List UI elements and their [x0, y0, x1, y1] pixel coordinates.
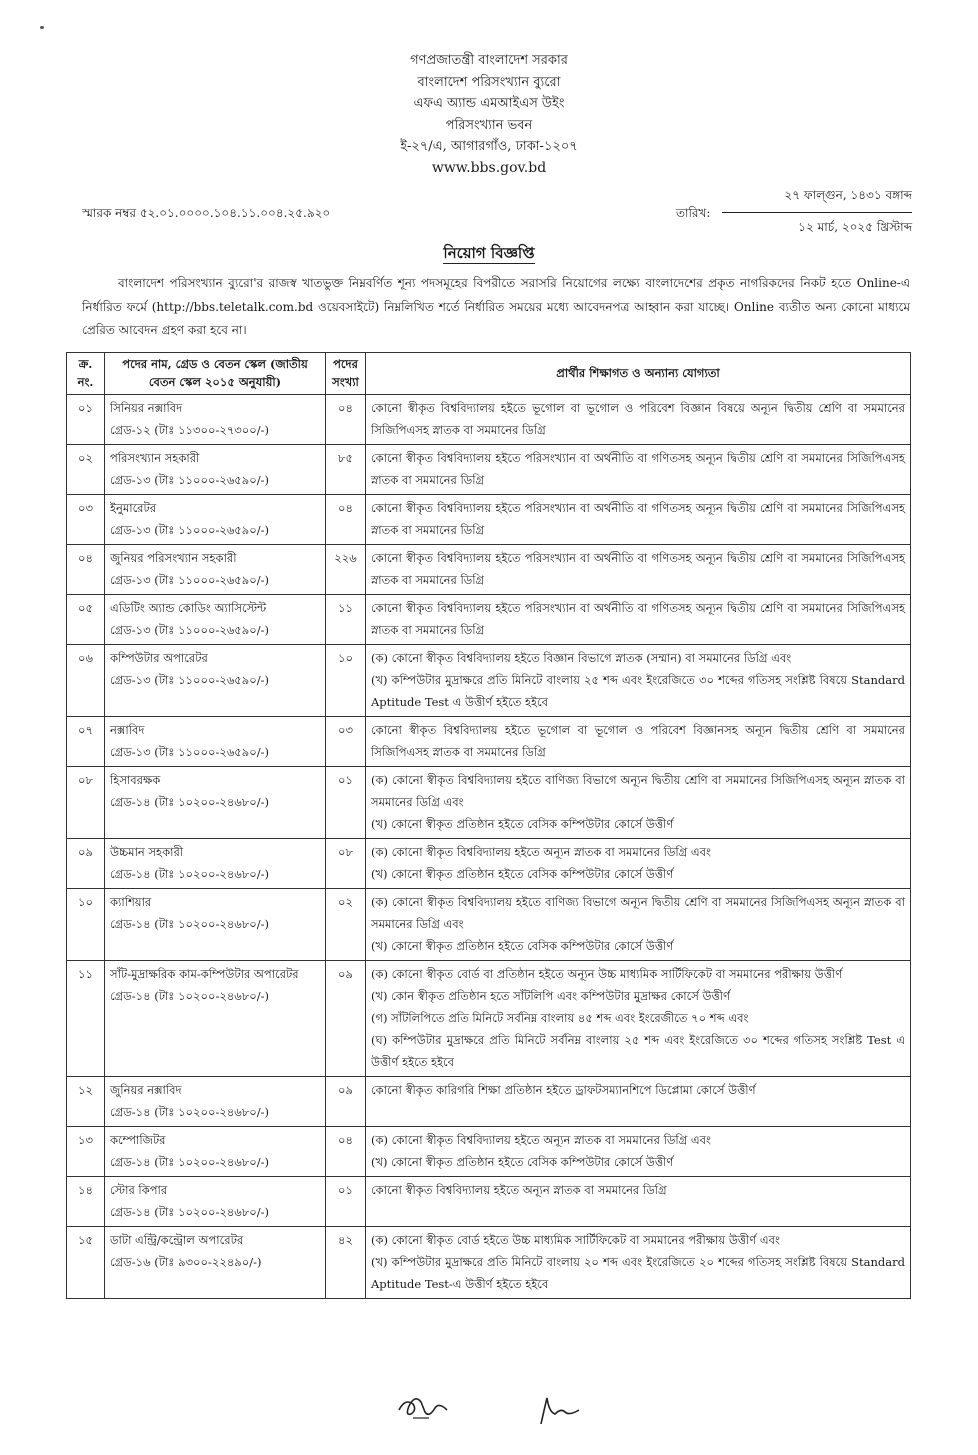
- row-serial: ১৪: [67, 1177, 105, 1227]
- qualification-item: (খ) কোনো স্বীকৃত প্রতিষ্ঠান হইতে বেসিক কম্পিউটার কোর্সে উত্তীর্ণ: [371, 939, 674, 953]
- table-row: [67, 1227, 911, 1299]
- row-count: ০৯: [326, 1077, 366, 1127]
- post-name: পরিসংখ্যান সহকারী: [110, 451, 200, 465]
- date-gregorian: ১২ মার্চ, ২০২৫ খ্রিস্টাব্দ: [798, 220, 912, 234]
- row-post: [105, 1177, 326, 1227]
- row-qualification: [366, 889, 911, 961]
- row-qualification: [366, 767, 911, 839]
- post-name: এডিটিং অ্যান্ড কোডিং অ্যাসিস্টেন্ট: [110, 601, 267, 615]
- row-qualification: [366, 1127, 911, 1177]
- row-count: ০২: [326, 889, 366, 961]
- table-row: [67, 717, 911, 767]
- table-row: [67, 889, 911, 961]
- row-qualification: [366, 1177, 911, 1227]
- row-post: [105, 595, 326, 645]
- post-grade: গ্রেড-১৪ (টাঃ ১০২০০-২৪৬৮০/-): [110, 1205, 269, 1219]
- row-qualification: [366, 961, 911, 1077]
- row-count: ২২৬: [326, 545, 366, 595]
- row-post: [105, 1127, 326, 1177]
- date-bangla: ২৭ ফাল্গুন, ১৪৩১ বঙ্গাব্দ: [722, 187, 912, 213]
- header-qualification: প্রার্থীর শিক্ষাগত ও অন্যান্য যোগ্যতা: [366, 353, 911, 395]
- row-count: ০১: [326, 767, 366, 839]
- qualification-item: কোনো স্বীকৃত বিশ্ববিদ্যালয় হইতে অন্যূন স্নাতক বা সমমানের ডিগ্রি: [371, 1183, 667, 1197]
- row-serial: ০৮: [67, 767, 105, 839]
- row-post: [105, 545, 326, 595]
- qualification-item: (খ) কম্পিউটার মুদ্রাক্ষরে প্রতি মিনিটে বাংলায় ২০ শব্দ এবং ইংরেজিতে ২০ শব্দের গতিসহ সংশ্লিষ্ট বিষয়ে Standard Aptitude Test-এ উত্তীর্ণ হইতে হইবে: [371, 1255, 905, 1291]
- row-qualification: [366, 717, 911, 767]
- table-row: [67, 1127, 911, 1177]
- row-count: ০৩: [326, 717, 366, 767]
- post-name: নক্সাবিদ: [110, 723, 145, 737]
- table-row: [67, 1177, 911, 1227]
- memo-number: স্মারক নম্বর ৫২.০১.০০০০.১০৪.১১.০০৪.২৫.৯২০: [82, 206, 331, 220]
- post-grade: গ্রেড-১৩ (টাঃ ১১০০০-২৬৫৯০/-): [110, 673, 269, 687]
- vacancy-table: [66, 352, 911, 1299]
- row-qualification: [366, 495, 911, 545]
- header-address: ই-২৭/এ, আগারগাঁও, ঢাকা-১২০৭: [400, 139, 578, 154]
- qualification-item: কোনো স্বীকৃত বিশ্ববিদ্যালয় হইতে ভূগোল বা ভূগোল ও পরিবেশ বিজ্ঞান বিষয়ে অন্যূন দ্বিতীয় শ্রেণি বা সমমানের সিজিপিএসহ স্নাতক বা সমমানের ডিগ্রি: [371, 401, 905, 437]
- post-name: হিসাবরক্ষক: [110, 773, 161, 787]
- row-count: ৪২: [326, 1227, 366, 1299]
- post-grade: গ্রেড-১৪ (টাঃ ১০২০০-২৪৬৮০/-): [110, 795, 269, 809]
- post-name: কম্পোজিটর: [110, 1133, 166, 1147]
- row-post: [105, 1227, 326, 1299]
- qualification-item: কোনো স্বীকৃত বিশ্ববিদ্যালয় হইতে পরিসংখ্যান বা অর্থনীতি বা গণিতসহ অন্যূন দ্বিতীয় শ্রেণি বা সমমানের সিজিপিএসহ স্নাতক বা সমমানের ডিগ্রি: [371, 601, 905, 637]
- row-post: [105, 839, 326, 889]
- post-name: ইনুমারেটর: [110, 501, 157, 515]
- post-grade: গ্রেড-১৪ (টাঃ ১০২০০-২৪৬৮০/-): [110, 989, 269, 1003]
- row-post: [105, 961, 326, 1077]
- post-name: জুনিয়র পরিসংখ্যান সহকারী: [110, 551, 237, 565]
- qualification-item: (খ) কোনো স্বীকৃত প্রতিষ্ঠান হইতে বেসিক কম্পিউটার কোর্সে উত্তীর্ণ: [371, 867, 674, 881]
- row-qualification: [366, 645, 911, 717]
- row-serial: ০২: [67, 445, 105, 495]
- header-bureau: বাংলাদেশ পরিসংখ্যান ব্যুরো: [417, 74, 561, 90]
- qualification-item: (ক) কোনো স্বীকৃত বিশ্ববিদ্যালয় হইতে বাণিজ্য বিভাগে অন্যূন দ্বিতীয় শ্রেণি বা সমমানের সিজিপিএসহ অন্যূন স্নাতক বা সমমানের ডিগ্রি এবং: [371, 773, 905, 809]
- row-count: ৮৫: [326, 445, 366, 495]
- post-grade: গ্রেড-১৩ (টাঃ ১১০০০-২৬৫৯০/-): [110, 523, 269, 537]
- table-body: [67, 395, 911, 1299]
- row-qualification: [366, 1077, 911, 1127]
- post-grade: গ্রেড-১৩ (টাঃ ১১০০০-২৬৫৯০/-): [110, 623, 269, 637]
- table-row: [67, 495, 911, 545]
- row-serial: ১১: [67, 961, 105, 1077]
- post-grade: গ্রেড-১৪ (টাঃ ১০২০০-২৪৬৮০/-): [110, 917, 269, 931]
- qualification-item: কোনো স্বীকৃত বিশ্ববিদ্যালয় হইতে পরিসংখ্যান বা অর্থনীতি বা গণিতসহ অন্যূন দ্বিতীয় শ্রেণি বা সমমানের সিজিপিএসহ স্নাতক বা সমমানের ডিগ্রি: [371, 451, 905, 487]
- row-count: ০৪: [326, 1127, 366, 1177]
- qualification-item: (ক) কোনো স্বীকৃত বিশ্ববিদ্যালয় হইতে বাণিজ্য বিভাগে অন্যূন দ্বিতীয় শ্রেণি বা সমমানের সিজিপিএসহ অন্যূন স্নাতক বা সমমানের ডিগ্রি এবং: [371, 895, 905, 931]
- row-serial: ০৩: [67, 495, 105, 545]
- post-name: সিনিয়র নক্সাবিদ: [110, 401, 183, 415]
- row-serial: ০৫: [67, 595, 105, 645]
- header-serial: ক্র. নং.: [67, 353, 105, 395]
- qualification-item: (খ) কোনো স্বীকৃত প্রতিষ্ঠান হইতে বেসিক কম্পিউটার কোর্সে উত্তীর্ণ: [371, 1155, 674, 1169]
- qualification-item: (ক) কোনো স্বীকৃত বোর্ড বা প্রতিষ্ঠান হইতে অন্যূন উচ্চ মাধ্যমিক সার্টিফিকেট বা সমমানের পরীক্ষায় উত্তীর্ণ: [371, 967, 843, 981]
- post-name: ক্যাশিয়ার: [110, 895, 152, 909]
- post-grade: গ্রেড-১৪ (টাঃ ১০২০০-২৪৬৮০/-): [110, 1105, 269, 1119]
- table-header-row: [67, 353, 911, 395]
- notice-title: [0, 242, 978, 267]
- qualification-item: (খ) কোন স্বীকৃত প্রতিষ্ঠান হতে সাঁটলিপি এবং কম্পিউটার মুদ্রাক্ষর কোর্সে উত্তীর্ণ: [371, 989, 730, 1003]
- row-count: ০৪: [326, 495, 366, 545]
- table-row: [67, 1077, 911, 1127]
- post-name: উচ্চমান সহকারী: [110, 845, 184, 859]
- row-count: ১০: [326, 645, 366, 717]
- row-serial: ১০: [67, 889, 105, 961]
- row-post: [105, 395, 326, 445]
- row-serial: ০১: [67, 395, 105, 445]
- post-grade: গ্রেড-১৬ (টাঃ ৯৩০০-২২৪৯০/-): [110, 1255, 262, 1269]
- table-row: [67, 645, 911, 717]
- qualification-item: (ক) কোনো স্বীকৃত বিশ্ববিদ্যালয় হইতে অন্যূন স্নাতক বা সমমানের ডিগ্রি এবং: [371, 1133, 711, 1147]
- row-count: ০৯: [326, 961, 366, 1077]
- post-name: ডাটা এন্ট্রি/কন্ট্রোল অপারেটর: [110, 1233, 244, 1247]
- qualification-item: কোনো স্বীকৃত কারিগরি শিক্ষা প্রতিষ্ঠান হইতে ড্রাফটসম্যানশিপে ডিপ্লোমা কোর্সে উত্তীর্ণ: [371, 1083, 756, 1097]
- header-government: গণপ্রজাতন্ত্রী বাংলাদেশ সরকার: [410, 53, 568, 68]
- row-post: [105, 717, 326, 767]
- row-qualification: [366, 445, 911, 495]
- date-label: তারিখ:: [676, 206, 711, 220]
- row-post: [105, 889, 326, 961]
- post-name: স্টোর কিপার: [110, 1183, 168, 1197]
- qualification-item: (খ) কম্পিউটার মুদ্রাক্ষরে প্রতি মিনিটে বাংলায় ২৫ শব্দ এবং ইংরেজিতে ৩০ শব্দের গতিসহ সংশ্লিষ্ট বিষয়ে Standard Aptitude Test এ উত্তীর্ণ হইতে হইবে: [371, 673, 905, 709]
- row-post: [105, 1077, 326, 1127]
- post-grade: গ্রেড-১৩ (টাঃ ১১০০০-২৬৫৯০/-): [110, 745, 269, 759]
- row-serial: ০৯: [67, 839, 105, 889]
- qualification-item: (ক) কোনো স্বীকৃত বোর্ড হইতে উচ্চ মাধ্যমিক সার্টিফিকেট বা সমমানের পরীক্ষায় উত্তীর্ণ এবং: [371, 1233, 780, 1247]
- header-post: পদের নাম, গ্রেড ও বেতন স্কেল (জাতীয় বেতন স্কেল ২০১৫ অনুযায়ী): [105, 353, 326, 395]
- row-serial: ০৭: [67, 717, 105, 767]
- signature-initial-2: [535, 1392, 585, 1428]
- post-grade: গ্রেড-১৩ (টাঃ ১১০০০-২৬৫৯০/-): [110, 473, 269, 487]
- table-row: [67, 767, 911, 839]
- date-block: [722, 187, 912, 239]
- row-qualification: [366, 395, 911, 445]
- qualification-item: কোনো স্বীকৃত বিশ্ববিদ্যালয় হইতে ভূগোল বা ভূগোল ও পরিবেশ বিজ্ঞানসহ অন্যূন দ্বিতীয় শ্রেণি বা সমমানের সিজিপিএসহ স্নাতক বা সমমানের ডিগ্রি: [371, 723, 905, 759]
- scan-speck: [40, 26, 44, 29]
- table-row: [67, 545, 911, 595]
- notice-title-text: নিয়োগ বিজ্ঞপ্তি: [443, 244, 535, 262]
- qualification-item: কোনো স্বীকৃত বিশ্ববিদ্যালয় হইতে পরিসংখ্যান বা অর্থনীতি বা গণিতসহ অন্যূন দ্বিতীয় শ্রেণি বা সমমানের সিজিপিএসহ স্নাতক বা সমমানের ডিগ্রি: [371, 501, 905, 537]
- row-serial: ১৫: [67, 1227, 105, 1299]
- letterhead: [0, 50, 978, 179]
- qualification-item: (গ) সাঁটলিপিতে প্রতি মিনিটে সর্বনিম্ন বাংলায় ৪৫ শব্দ এবং ইংরেজীতে ৭০ শব্দ এবং: [371, 1011, 749, 1025]
- qualification-item: (ক) কোনো স্বীকৃত বিশ্ববিদ্যালয় হইতে বিজ্ঞান বিভাগে স্নাতক (সম্মান) বা সমমানের ডিগ্রি এবং: [371, 651, 792, 665]
- row-post: [105, 767, 326, 839]
- row-qualification: [366, 545, 911, 595]
- header-wing: এফএ অ্যান্ড এমআইএস উইং: [413, 96, 565, 111]
- table-row: [67, 961, 911, 1077]
- row-post: [105, 645, 326, 717]
- row-serial: ১২: [67, 1077, 105, 1127]
- row-qualification: [366, 1227, 911, 1299]
- header-website: www.bbs.gov.bd: [431, 159, 547, 176]
- post-name: জুনিয়র নক্সাবিদ: [110, 1083, 182, 1097]
- table-row: [67, 595, 911, 645]
- row-count: ০৪: [326, 395, 366, 445]
- row-qualification: [366, 839, 911, 889]
- row-post: [105, 495, 326, 545]
- post-grade: গ্রেড-১৪ (টাঃ ১০২০০-২৪৬৮০/-): [110, 867, 269, 881]
- post-grade: গ্রেড-১২ (টাঃ ১১৩০০-২৭৩০০/-): [110, 423, 269, 437]
- post-grade: গ্রেড-১৩ (টাঃ ১১০০০-২৬৫৯০/-): [110, 573, 269, 587]
- post-name: সাঁট-মুদ্রাক্ষরিক কাম-কম্পিউটার অপারেটর: [110, 967, 299, 981]
- table-row: [67, 445, 911, 495]
- intro-paragraph: বাংলাদেশ পরিসংখ্যান ব্যুরো'র রাজস্ব খাতভুক্ত নিম্নবর্ণিত শূন্য পদসমূহের বিপরীতে সরাসরি নিয়োগের লক্ষ্যে বাংলাদেশের প্রকৃত নাগরিকদের নিকট হতে Online-এ নির্ধারিত ফর্মে (http://bbs.teletalk.com.bd ওয়েবসাইটে) নিম্নলিখিত শর্তে নির্ধারিত সময়ের মধ্যে আবেদনপত্র আহ্বান করা যাচ্ছে। Online ব্যতীত অন্য কোনো মাধ্যমে প্রেরিত আবেদন গ্রহণ করা হবে না।: [82, 276, 910, 337]
- table-row: [67, 839, 911, 889]
- row-post: [105, 445, 326, 495]
- table-row: [67, 395, 911, 445]
- qualification-item: (ঘ) কম্পিউটার মুদ্রাক্ষরে প্রতি মিনিটে সর্বনিম্ন বাংলায় ২৫ শব্দ এবং ইংরেজিতে ৩০ শব্দের গতিসহ সংশ্লিষ্ট Test এ উত্তীর্ণ হইতে হইবে: [371, 1033, 905, 1069]
- row-qualification: [366, 595, 911, 645]
- post-name: কম্পিউটার অপারেটর: [110, 651, 208, 665]
- qualification-item: কোনো স্বীকৃত বিশ্ববিদ্যালয় হইতে পরিসংখ্যান বা অর্থনীতি বা গণিতসহ অন্যূন দ্বিতীয় শ্রেণি বা সমমানের সিজিপিএসহ স্নাতক বা সমমানের ডিগ্রি: [371, 551, 905, 587]
- row-serial: ০৬: [67, 645, 105, 717]
- row-serial: ০৪: [67, 545, 105, 595]
- post-grade: গ্রেড-১৪ (টাঃ ১০২০০-২৪৬৮০/-): [110, 1155, 269, 1169]
- qualification-item: (খ) কোনো স্বীকৃত প্রতিষ্ঠান হইতে বেসিক কম্পিউটার কোর্সে উত্তীর্ণ: [371, 817, 674, 831]
- header-building: পরিসংখ্যান ভবন: [445, 117, 533, 133]
- row-count: ১১: [326, 595, 366, 645]
- row-serial: ১৩: [67, 1127, 105, 1177]
- signature-initial-1: [395, 1388, 455, 1428]
- row-count: ০১: [326, 1177, 366, 1227]
- row-count: ০৮: [326, 839, 366, 889]
- header-count: পদের সংখ্যা: [326, 353, 366, 395]
- qualification-item: (ক) কোনো স্বীকৃত বিশ্ববিদ্যালয় হইতে অন্যূন স্নাতক বা সমমানের ডিগ্রি এবং: [371, 845, 711, 859]
